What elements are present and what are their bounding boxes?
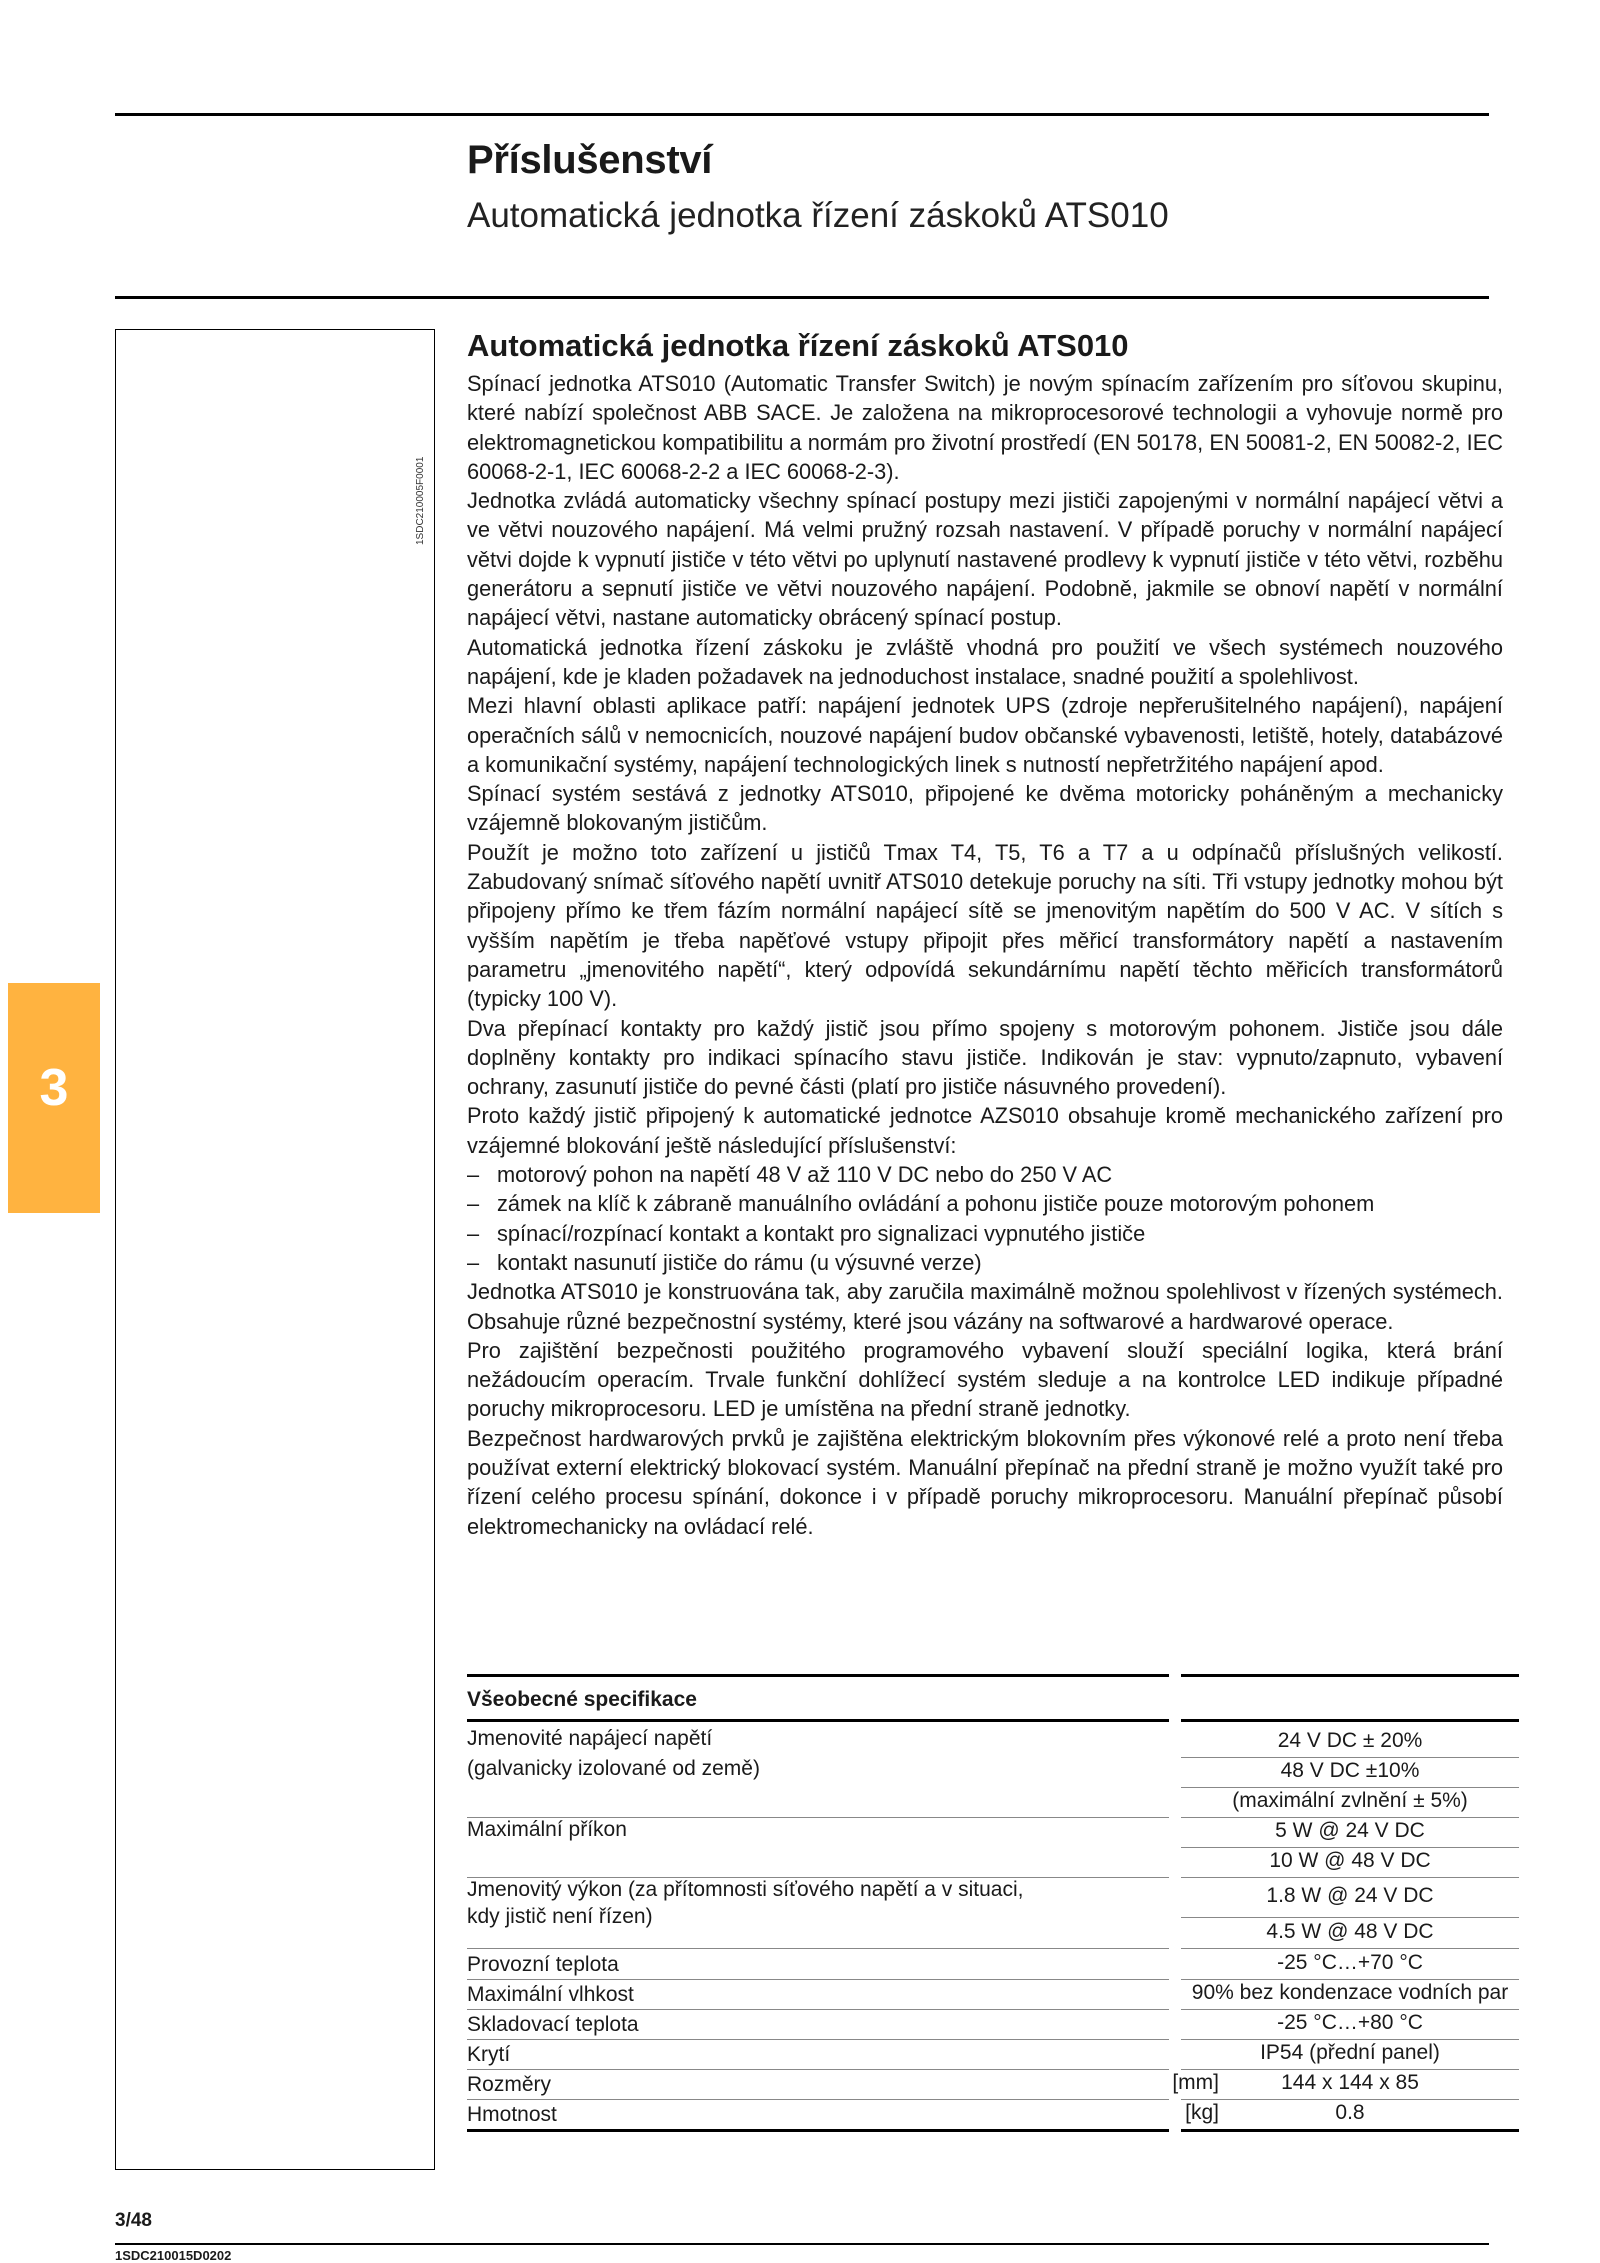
table-top-rule (1181, 1674, 1519, 1677)
table-title: Všeobecné specifikace (467, 1688, 697, 1711)
spec-unit: [mm] (1172, 2071, 1219, 2094)
body-text (467, 369, 1503, 1541)
body-paragraph: Použít je možno toto zařízení u jističů Tmax T4, T5, T6 a T7 a u odpínačů příslušných velikostí. Zabudovaný snímač síťového napětí uvnitř ATS010 detekuje poruchy na síti. Tři vstupy jednotky mohou být připojeny přímo ke třem fázím normální napájecí sítě se jmenovitým napětím do 500 V AC. V sítích s vyšším napětím je třeba napěťové vstupy připojit přes měřicí transformátory napětí a nastavením parametru „jmenovitého napětí“, který odpovídá sekundárnímu napětí těchto měřicích transformátorů (typicky 100 V). (467, 839, 1503, 1012)
row-divider (1181, 2009, 1519, 2010)
image-reference-code: 1SDC210005F0001 (415, 456, 426, 545)
table-header-rule (467, 1719, 1169, 1722)
spec-label: Provozní teplota (467, 1953, 619, 1976)
spec-value: 24 V DC ± 20% (1277, 1729, 1423, 1752)
row-divider (1181, 2069, 1519, 2070)
row-divider (467, 2099, 1169, 2100)
spec-label: Rozměry (467, 2073, 552, 2096)
table-bottom-rule (1181, 2129, 1519, 2132)
list-item-text: motorový pohon na napětí 48 V až 110 V DC nebo do 250 V AC (497, 1162, 1113, 1188)
spec-label: Skladovací teplota (467, 2013, 639, 2036)
page-title: Příslušenství (467, 138, 713, 182)
row-divider (467, 2039, 1169, 2040)
spec-value: -25 °C…+70 °C (1277, 1951, 1423, 1974)
spec-value: 4.5 W @ 48 V DC (1266, 1920, 1434, 1943)
spec-label: Hmotnost (467, 2103, 557, 2126)
list-item: – zámek na klíč k zábraně manuálního ovládání a pohonu jističe pouze motorovým pohonem (467, 1189, 1503, 1218)
spec-value: 0.8 (1335, 2101, 1365, 2124)
product-image-frame (115, 329, 435, 2170)
spec-label: Maximální vlhkost (467, 1983, 634, 2006)
body-paragraph: Mezi hlavní oblasti aplikace patří: napájení jednotek UPS (zdroje nepřerušitelného napájení), napájení operačních sálů v nemocnicích, nouzové napájení budov občanské vybavenosti, letiště, hotely, databázové a komunikační systémy, napájení technologických linek s nutností nepřetržitého napájení apod. (467, 693, 1503, 777)
header-top-rule (115, 113, 1489, 116)
list-item-text: kontakt nasunutí jističe do rámu (u výsuvné verze) (497, 1249, 982, 1275)
row-divider (1181, 1917, 1519, 1918)
row-divider (1181, 1787, 1519, 1788)
list-item: – motorový pohon na napětí 48 V až 110 V DC nebo do 250 V AC (467, 1160, 1503, 1189)
spec-value: 1.8 W @ 24 V DC (1266, 1884, 1434, 1907)
row-divider (1181, 1877, 1519, 1878)
list-item-text: zámek na klíč k zábraně manuálního ovládání a pohonu jističe pouze motorovým pohonem (497, 1191, 1375, 1217)
page-subtitle: Automatická jednotka řízení záskoků ATS010 (467, 196, 1169, 235)
body-paragraph: Proto každý jistič připojený k automatické jednotce AZS010 obsahuje kromě mechanického zařízení pro vzájemné blokování ještě následující příslušenství: (467, 1103, 1503, 1158)
spec-label: Jmenovitý výkon (za přítomnosti síťového napětí a v situaci, (467, 1878, 1024, 1901)
row-divider (1181, 1948, 1519, 1949)
spec-value: IP54 (přední panel) (1260, 2041, 1440, 2064)
body-paragraph: Automatická jednotka řízení záskoku je zvláště vhodná pro použití ve všech systémech nouzového napájení, kde je kladen požadavek na jednoduchost instalace, snadné použití a spolehlivost. (467, 634, 1503, 689)
spec-value: 144 x 144 x 85 (1281, 2071, 1419, 2094)
spec-value: 90% bez kondenzace vodních par (1191, 1981, 1509, 2004)
row-divider (1181, 2039, 1519, 2040)
spec-value: -25 °C…+80 °C (1277, 2011, 1423, 2034)
body-paragraph: Bezpečnost hardwarových prvků je zajištěna elektrickým blokovním přes výkonové relé a proto není třeba používat externí elektrický blokovací systém. Manuální přepínač na přední straně je možno využít také pro řízení celého procesu spínání, dokonce i v případě poruchy mikroprocesoru. Manuální přepínač působí elektromechanicky na ovládací relé. (467, 1425, 1503, 1539)
row-divider (467, 2069, 1169, 2070)
footer-rule (115, 2243, 1489, 2245)
row-divider (1181, 2099, 1519, 2100)
list-item: – kontakt nasunutí jističe do rámu (u výsuvné verze) (467, 1248, 1503, 1277)
body-paragraph: Jednotka zvládá automaticky všechny spínací postupy mezi jističi zapojenými v normální napájecí větvi a ve větvi nouzového napájení. Má velmi pružný rozsah nastavení. V případě poruchy v normální napájecí větvi dojde k vypnutí jističe v této větvi po uplynutí nastavené prodlevy k vypnutí jističe v této větvi, rozběhu generátoru a sepnutí jističe ve větvi nouzového napájení. Podobně, jakmile se obnoví napětí v normální napájecí větvi, nastane automaticky obrácený spínací postup. (467, 488, 1503, 631)
body-paragraph: Dva přepínací kontakty pro každý jistič jsou přímo spojeny s motorovým pohonem. Jističe jsou dále doplněny kontakty pro indikaci spínacího stavu jističe. Indikován je stav: vypnuto/zapnuto, vybavení ochrany, zasunutí jističe do pevné části (platí pro jističe násuvného provedení). (467, 1015, 1503, 1100)
row-divider (1181, 1847, 1519, 1848)
spec-label: kdy jistič není řízen) (467, 1905, 653, 1928)
body-paragraph: Spínací systém sestává z jednotky ATS010, připojené ke dvěma motoricky poháněným a mechanicky vzájemně blokovaným jističům. (467, 781, 1503, 836)
section-number: 3 (39, 1059, 69, 1117)
row-divider (1181, 1757, 1519, 1758)
spec-value: 5 W @ 24 V DC (1275, 1819, 1425, 1842)
page-number: 3/48 (115, 2210, 152, 2231)
body-paragraph: Pro zajištění bezpečnosti použitého programového vybavení slouží speciální logika, která brání nežádoucím operacím. Trvale funkční dohlížecí systém sleduje a na kontrolce LED indikuje případné poruchy mikroprocesoru. LED je umístěna na přední straně jednotky. (467, 1337, 1503, 1422)
list-item-text: spínací/rozpínací kontakt a kontakt pro signalizaci vypnutého jističe (497, 1220, 1146, 1246)
body-paragraph: Jednotka ATS010 je konstruována tak, aby zaručila maximálně možnou spolehlivost v řízených systémech. Obsahuje různé bezpečnostní systémy, které jsou vázány na softwarové a hardwarové operace. (467, 1279, 1503, 1334)
spec-label: Maximální příkon (467, 1818, 627, 1841)
section-tab (8, 983, 100, 1213)
row-divider (467, 1948, 1169, 1949)
document-code: 1SDC210015D0202 (115, 2248, 232, 2263)
spec-value: 48 V DC ±10% (1280, 1759, 1420, 1782)
section-heading: Automatická jednotka řízení záskoků ATS010 (467, 328, 1129, 363)
spec-value: (maximální zvlnění ± 5%) (1232, 1789, 1468, 1812)
list-item: – spínací/rozpínací kontakt a kontakt pro signalizaci vypnutého jističe (467, 1219, 1503, 1248)
table-top-rule (467, 1674, 1169, 1677)
body-paragraph: Spínací jednotka ATS010 (Automatic Transfer Switch) je novým spínacím zařízením pro síťovou skupinu, které nabízí společnost ABB SACE. Je založena na mikroprocesorové technologii a vyhovuje normě pro elektromagnetickou kompatibilitu a normám pro životní prostředí (EN 50178, EN 50081-2, EN 50082-2, IEC 60068-2-1, IEC 60068-2-2 a IEC 60068-2-3). (467, 371, 1503, 484)
row-divider (1181, 1817, 1519, 1818)
spec-label: Jmenovité napájecí napětí (467, 1727, 713, 1750)
row-divider (1181, 1979, 1519, 1980)
spec-value: 10 W @ 48 V DC (1269, 1849, 1431, 1872)
spec-label: Krytí (467, 2043, 511, 2066)
header-bottom-rule (115, 296, 1489, 299)
spec-unit: [kg] (1185, 2101, 1219, 2124)
table-bottom-rule (467, 2129, 1169, 2132)
spec-label: (galvanicky izolované od země) (467, 1757, 760, 1780)
table-header-rule (1181, 1719, 1519, 1722)
